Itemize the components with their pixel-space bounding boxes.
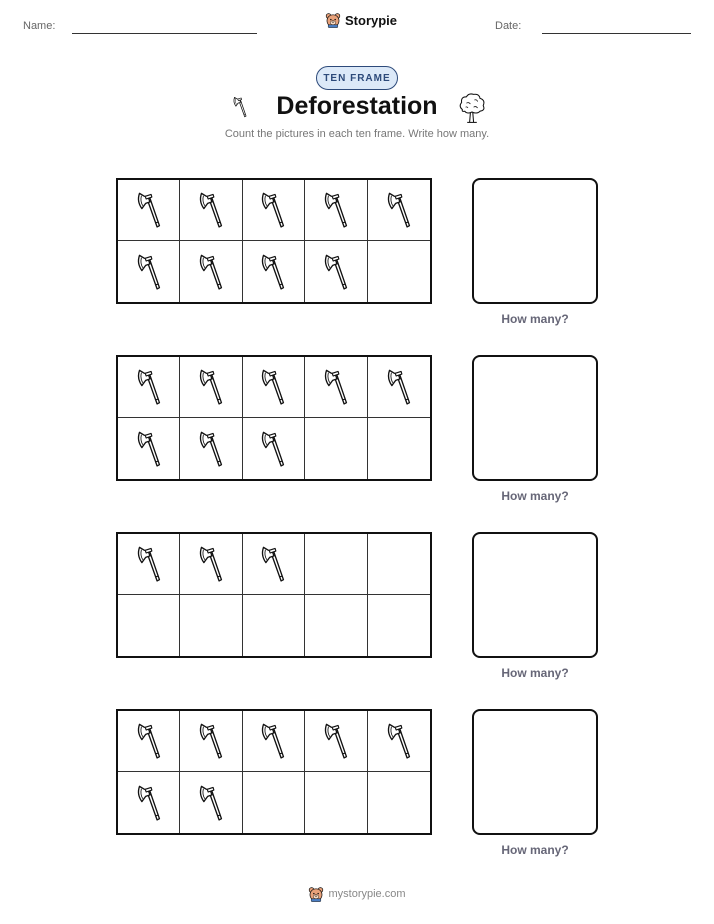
how-many-label: How many? <box>501 666 569 680</box>
axe-icon <box>192 366 230 408</box>
ten-frame-cell <box>368 180 430 241</box>
ten-frame-cell <box>243 711 305 772</box>
ten-frame <box>116 355 432 481</box>
footer-url: mystorypie.com <box>328 888 406 900</box>
bear-logo-icon <box>325 12 341 28</box>
answer-box[interactable] <box>472 532 598 658</box>
answer-box[interactable] <box>472 709 598 835</box>
ten-frame-cell <box>305 534 367 595</box>
axe-icon <box>254 251 292 293</box>
axe-icon <box>380 720 418 762</box>
how-many-label: How many? <box>501 312 569 326</box>
ten-frame-cell <box>305 180 367 241</box>
ten-frame-cell <box>243 357 305 418</box>
how-many-label: How many? <box>501 843 569 857</box>
brand-name: Storypie <box>345 12 398 28</box>
ten-frame-badge: TEN FRAME <box>316 66 398 90</box>
ten-frame-cell <box>368 711 430 772</box>
how-many-label: How many? <box>501 489 569 503</box>
axe-icon <box>192 782 230 824</box>
axe-icon <box>317 366 355 408</box>
title-row <box>0 92 714 126</box>
ten-frame-cell <box>305 241 367 302</box>
footer <box>0 886 714 902</box>
brand-logo <box>325 12 397 28</box>
ten-frame-cell <box>180 180 242 241</box>
axe-icon <box>317 251 355 293</box>
axe-icon <box>380 366 418 408</box>
ten-frame-cell <box>118 534 180 595</box>
ten-frame-cell <box>180 595 242 656</box>
axe-icon <box>130 720 168 762</box>
name-line[interactable] <box>72 33 257 34</box>
ten-frame-cell <box>368 418 430 479</box>
axe-icon <box>130 251 168 293</box>
page-title: Deforestation <box>276 92 438 120</box>
ten-frame-cell <box>368 357 430 418</box>
ten-frame <box>116 709 432 835</box>
worksheet-header <box>0 0 714 50</box>
ten-frame-cell <box>243 241 305 302</box>
ten-frame-cell <box>118 180 180 241</box>
ten-frame-cell <box>243 418 305 479</box>
ten-frame <box>116 532 432 658</box>
ten-frame-cell <box>118 241 180 302</box>
ten-frame-cell <box>368 241 430 302</box>
axe-icon <box>192 251 230 293</box>
ten-frame-cell <box>305 357 367 418</box>
axe-icon <box>380 189 418 231</box>
answer-box[interactable] <box>472 178 598 304</box>
axe-icon <box>192 720 230 762</box>
axe-icon <box>192 428 230 470</box>
ten-frame-cell <box>118 711 180 772</box>
ten-frame-cell <box>180 772 242 833</box>
ten-frame-cell <box>180 418 242 479</box>
axe-icon <box>192 189 230 231</box>
ten-frame-cell <box>118 772 180 833</box>
ten-frame-cell <box>305 595 367 656</box>
ten-frame-cell <box>368 534 430 595</box>
ten-frame-cell <box>368 595 430 656</box>
ten-frame-cell <box>368 772 430 833</box>
ten-frame <box>116 178 432 304</box>
ten-frame-cell <box>118 418 180 479</box>
ten-frame-cell <box>180 357 242 418</box>
ten-frame-cell <box>118 595 180 656</box>
axe-icon <box>254 189 292 231</box>
ten-frame-cell <box>243 180 305 241</box>
ten-frame-cell <box>180 711 242 772</box>
ten-frame-cell <box>243 772 305 833</box>
ten-frame-cell <box>305 711 367 772</box>
axe-icon <box>254 366 292 408</box>
axe-icon <box>317 189 355 231</box>
axe-icon <box>254 720 292 762</box>
ten-frame-cell <box>180 241 242 302</box>
axe-icon <box>130 189 168 231</box>
date-line[interactable] <box>542 33 691 34</box>
axe-icon <box>254 428 292 470</box>
ten-frame-cell <box>118 357 180 418</box>
ten-frame-cell <box>243 595 305 656</box>
name-label: Name: <box>23 20 56 32</box>
tree-icon <box>456 92 488 124</box>
axe-icon <box>192 543 230 585</box>
bear-logo-icon <box>308 886 324 902</box>
date-label: Date: <box>495 20 522 32</box>
answer-box[interactable] <box>472 355 598 481</box>
axe-icon <box>130 428 168 470</box>
axe-icon <box>130 366 168 408</box>
axe-icon <box>317 720 355 762</box>
instructions: Count the pictures in each ten frame. Write how many. <box>224 128 490 140</box>
ten-frame-cell <box>243 534 305 595</box>
ten-frame-cell <box>305 772 367 833</box>
axe-icon <box>254 543 292 585</box>
ten-frame-cell <box>305 418 367 479</box>
ten-frame-cell <box>180 534 242 595</box>
axe-icon <box>130 782 168 824</box>
axe-icon <box>130 543 168 585</box>
